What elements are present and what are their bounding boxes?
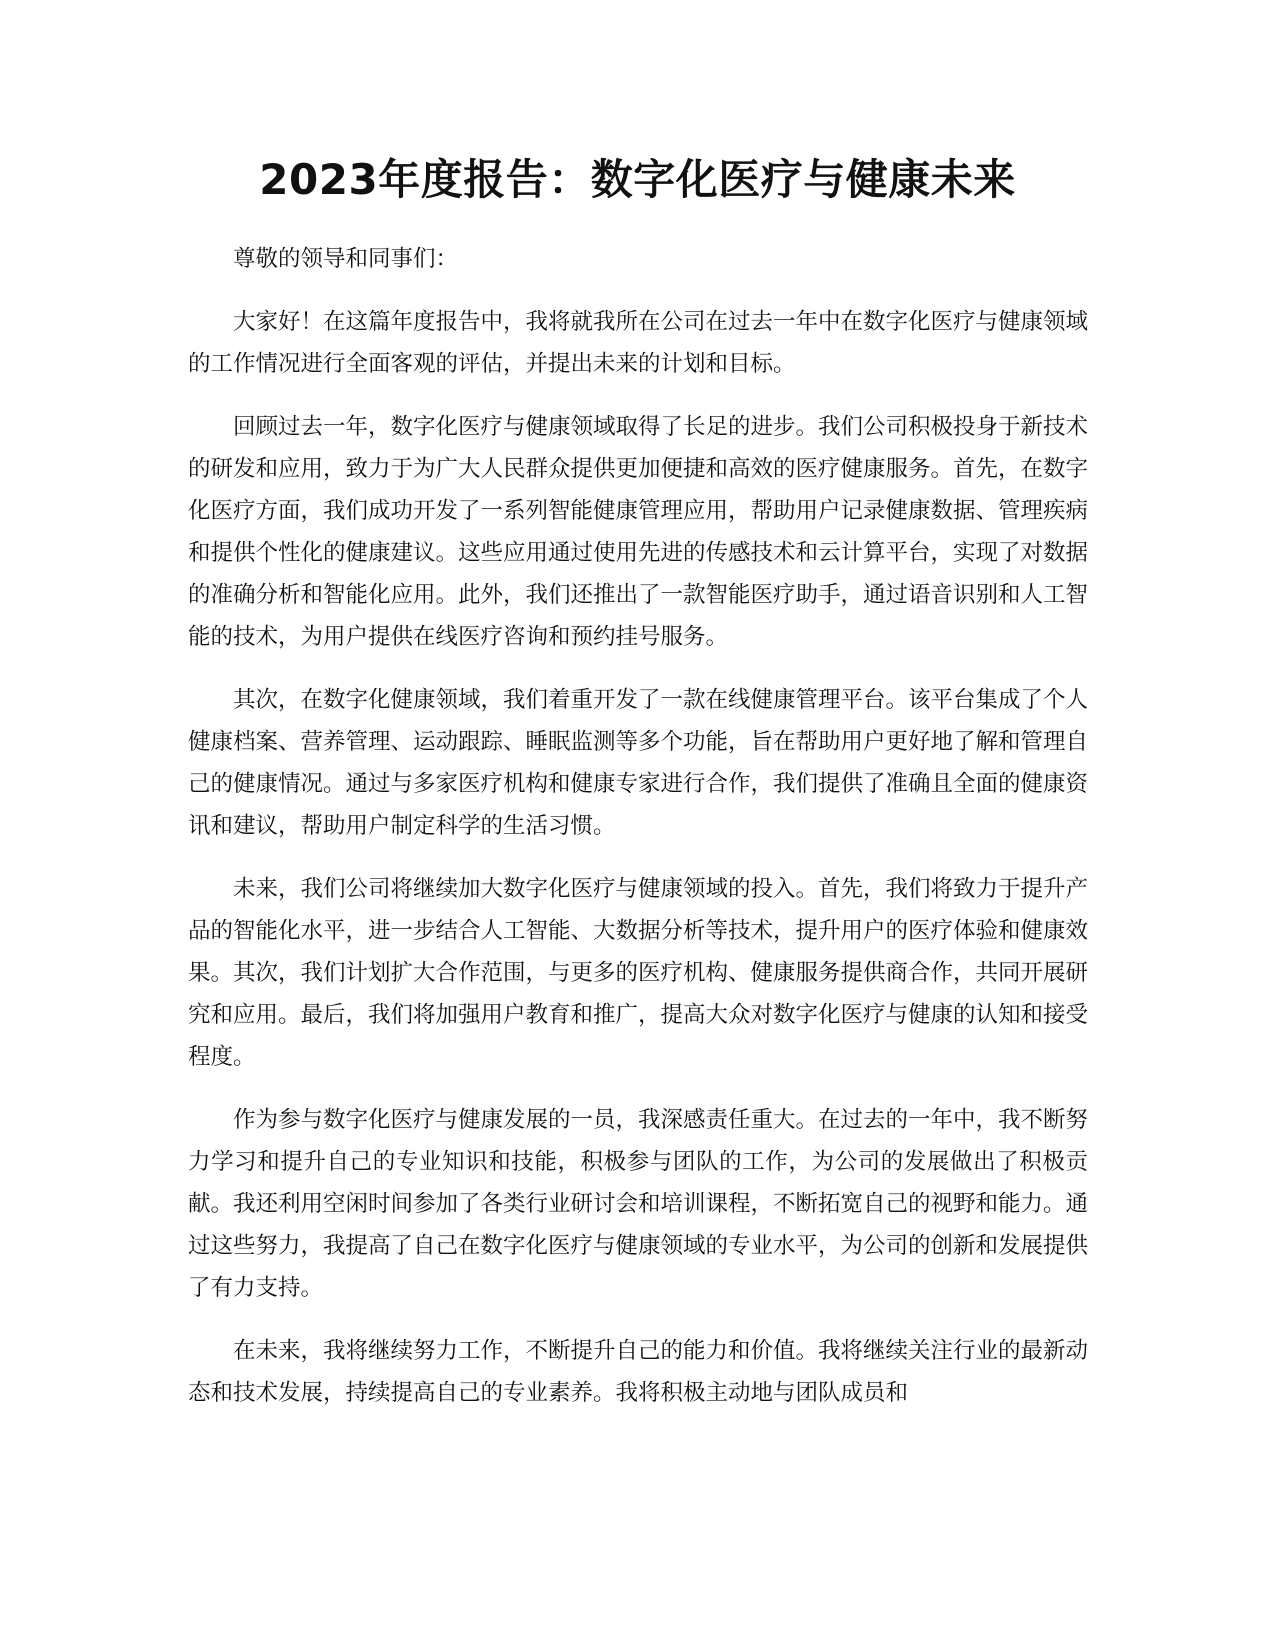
paragraph-4: 未来，我们公司将继续加大数字化医疗与健康领域的投入。首先，我们将致力于提升产品的智能化水平，进一步结合人工智能、大数据分析等技术，提升用户的医疗体验和健康效果。其次，我们计划扩大合作范围，与更多的医疗机构、健康服务提供商合作，共同开展研究和应用。最后，我们将加强用户教育和推广，提高大众对数字化医疗与健康的认知和接受程度。: [188, 876, 1089, 1070]
page-title: 2023年度报告：数字化医疗与健康未来: [259, 155, 1016, 204]
paragraph-5: 作为参与数字化医疗与健康发展的一员，我深感责任重大。在过去的一年中，我不断努力学习和提升自己的专业知识和技能，积极参与团队的工作，为公司的发展做出了积极贡献。我还利用空闲时间参加了各类行业研讨会和培训课程，不断拓宽自己的视野和能力。通过这些努力，我提高了自己在数字化医疗与健康领域的专业水平，为公司的创新和发展提供了有力支持。: [188, 1107, 1089, 1301]
paragraph-1: 大家好！在这篇年度报告中，我将就我所在公司在过去一年中在数字化医疗与健康领域的工作情况进行全面客观的评估，并提出未来的计划和目标。: [188, 309, 1089, 377]
salutation: 尊敬的领导和同事们：: [233, 246, 459, 272]
document-body: [188, 238, 1088, 1435]
paragraph-2: 回顾过去一年，数字化医疗与健康领域取得了长足的进步。我们公司积极投身于新技术的研发和应用，致力于为广大人民群众提供更加便捷和高效的医疗健康服务。首先，在数字化医疗方面，我们成功开发了一系列智能健康管理应用，帮助用户记录健康数据、管理疾病和提供个性化的健康建议。这些应用通过使用先进的传感技术和云计算平台，实现了对数据的准确分析和智能化应用。此外，我们还推出了一款智能医疗助手，通过语音识别和人工智能的技术，为用户提供在线医疗咨询和预约挂号服务。: [188, 414, 1089, 650]
paragraph-3: 其次，在数字化健康领域，我们着重开发了一款在线健康管理平台。该平台集成了个人健康档案、营养管理、运动跟踪、睡眠监测等多个功能，旨在帮助用户更好地了解和管理自己的健康情况。通过与多家医疗机构和健康专家进行合作，我们提供了准确且全面的健康资讯和建议，帮助用户制定科学的生活习惯。: [188, 687, 1089, 839]
paragraph-6: 在未来，我将继续努力工作，不断提升自己的能力和价值。我将继续关注行业的最新动态和技术发展，持续提高自己的专业素养。我将积极主动地与团队成员和: [188, 1338, 1089, 1406]
